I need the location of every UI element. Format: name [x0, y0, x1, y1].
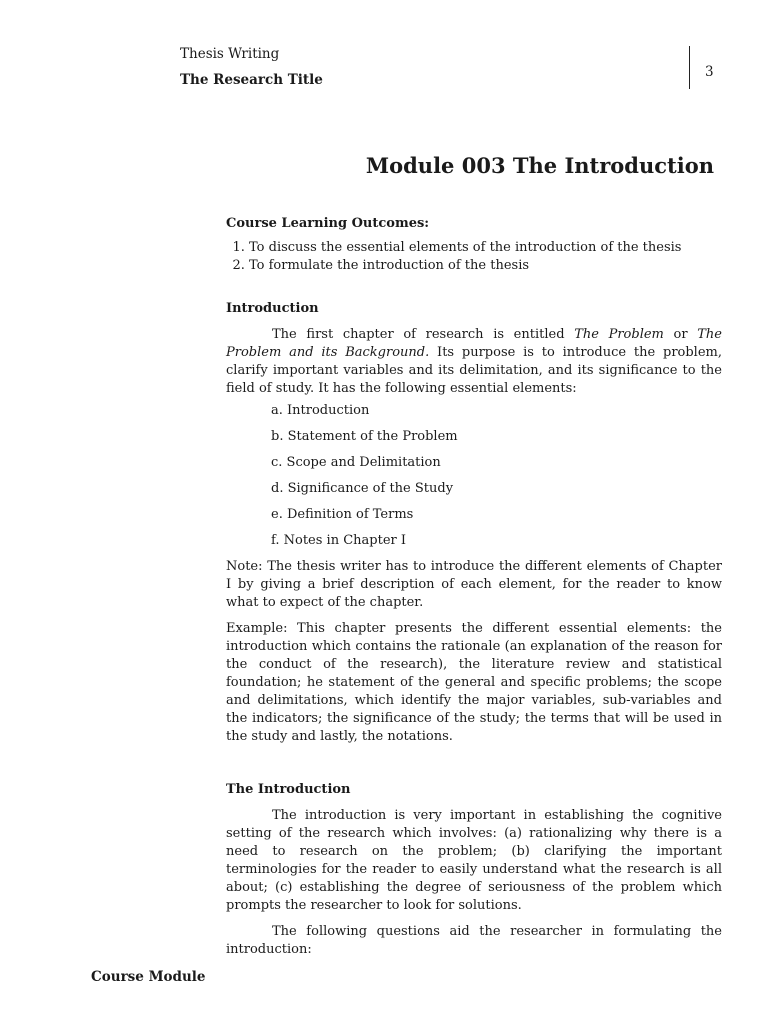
the-introduction-heading: The Introduction: [226, 782, 351, 797]
module-title: Module 003 The Introduction: [365, 153, 714, 178]
intro-text-or: or: [663, 327, 698, 342]
note-paragraph: Note: The thesis writer has to introduce the different elements of Chapter I by giving a brief description of each element, for the reader to know what to expect of the chapter.: [226, 559, 722, 610]
module-content: [226, 215, 722, 959]
essential-elements-list: [226, 402, 722, 558]
page-number: 3: [705, 64, 714, 80]
learning-outcomes-heading: Course Learning Outcomes:: [226, 216, 430, 231]
footer-course-module: Course Module: [91, 969, 206, 985]
intro-emphasis-background: The Problem and its Background.: [226, 327, 722, 360]
introduction-paragraph: [226, 326, 722, 398]
learning-outcome-item: 1. To discuss the essential elements of the introduction of the thesis: [249, 239, 722, 257]
intro-text-rest: Its purpose is to introduce the problem, clarify important variables and its delimitation, and its significance to the field of study. It has the following essential elements:: [226, 345, 722, 396]
introduction-heading: Introduction: [226, 301, 319, 316]
header-course: Thesis Writing: [180, 46, 280, 62]
the-introduction-paragraph: The introduction is very important in establishing the cognitive setting of the research which involves: (a) rationalizing why there is a need to research on the problem; (b) clarifying the important terminologies for the reader to easily understand what the research is all about; (c) establishing the degree of seriousness of the problem which prompts the researcher to look for solutions.: [226, 808, 722, 913]
intro-emphasis-problem: The Problem: [574, 327, 664, 342]
essential-element-item: d. Significance of the Study: [271, 481, 454, 496]
essential-element-item: f. Notes in Chapter I: [271, 533, 406, 548]
example-paragraph: Example: This chapter presents the different essential elements: the introduction which contains the rationale (an explanation of the reason for the conduct of the research), the literature review and statistical foundation; he statement of the general and specific problems; the scope and delimitations, which identify the major variables, sub-variables and the indicators; the significance of the study; the terms that will be used in the study and lastly, the notations.: [226, 621, 722, 744]
learning-outcome-item: 2. To formulate the introduction of the thesis: [249, 257, 722, 275]
following-questions-paragraph: The following questions aid the researcher in formulating the introduction:: [226, 924, 722, 957]
learning-outcomes-list: [226, 239, 722, 275]
header-topic: The Research Title: [180, 72, 323, 88]
intro-text-prefix: The first chapter of research is entitled: [272, 327, 575, 342]
essential-element-item: b. Statement of the Problem: [271, 429, 458, 444]
header-divider: [689, 46, 690, 89]
essential-element-item: c. Scope and Delimitation: [271, 455, 441, 470]
essential-element-item: e. Definition of Terms: [271, 507, 414, 522]
essential-element-item: a. Introduction: [271, 403, 370, 418]
